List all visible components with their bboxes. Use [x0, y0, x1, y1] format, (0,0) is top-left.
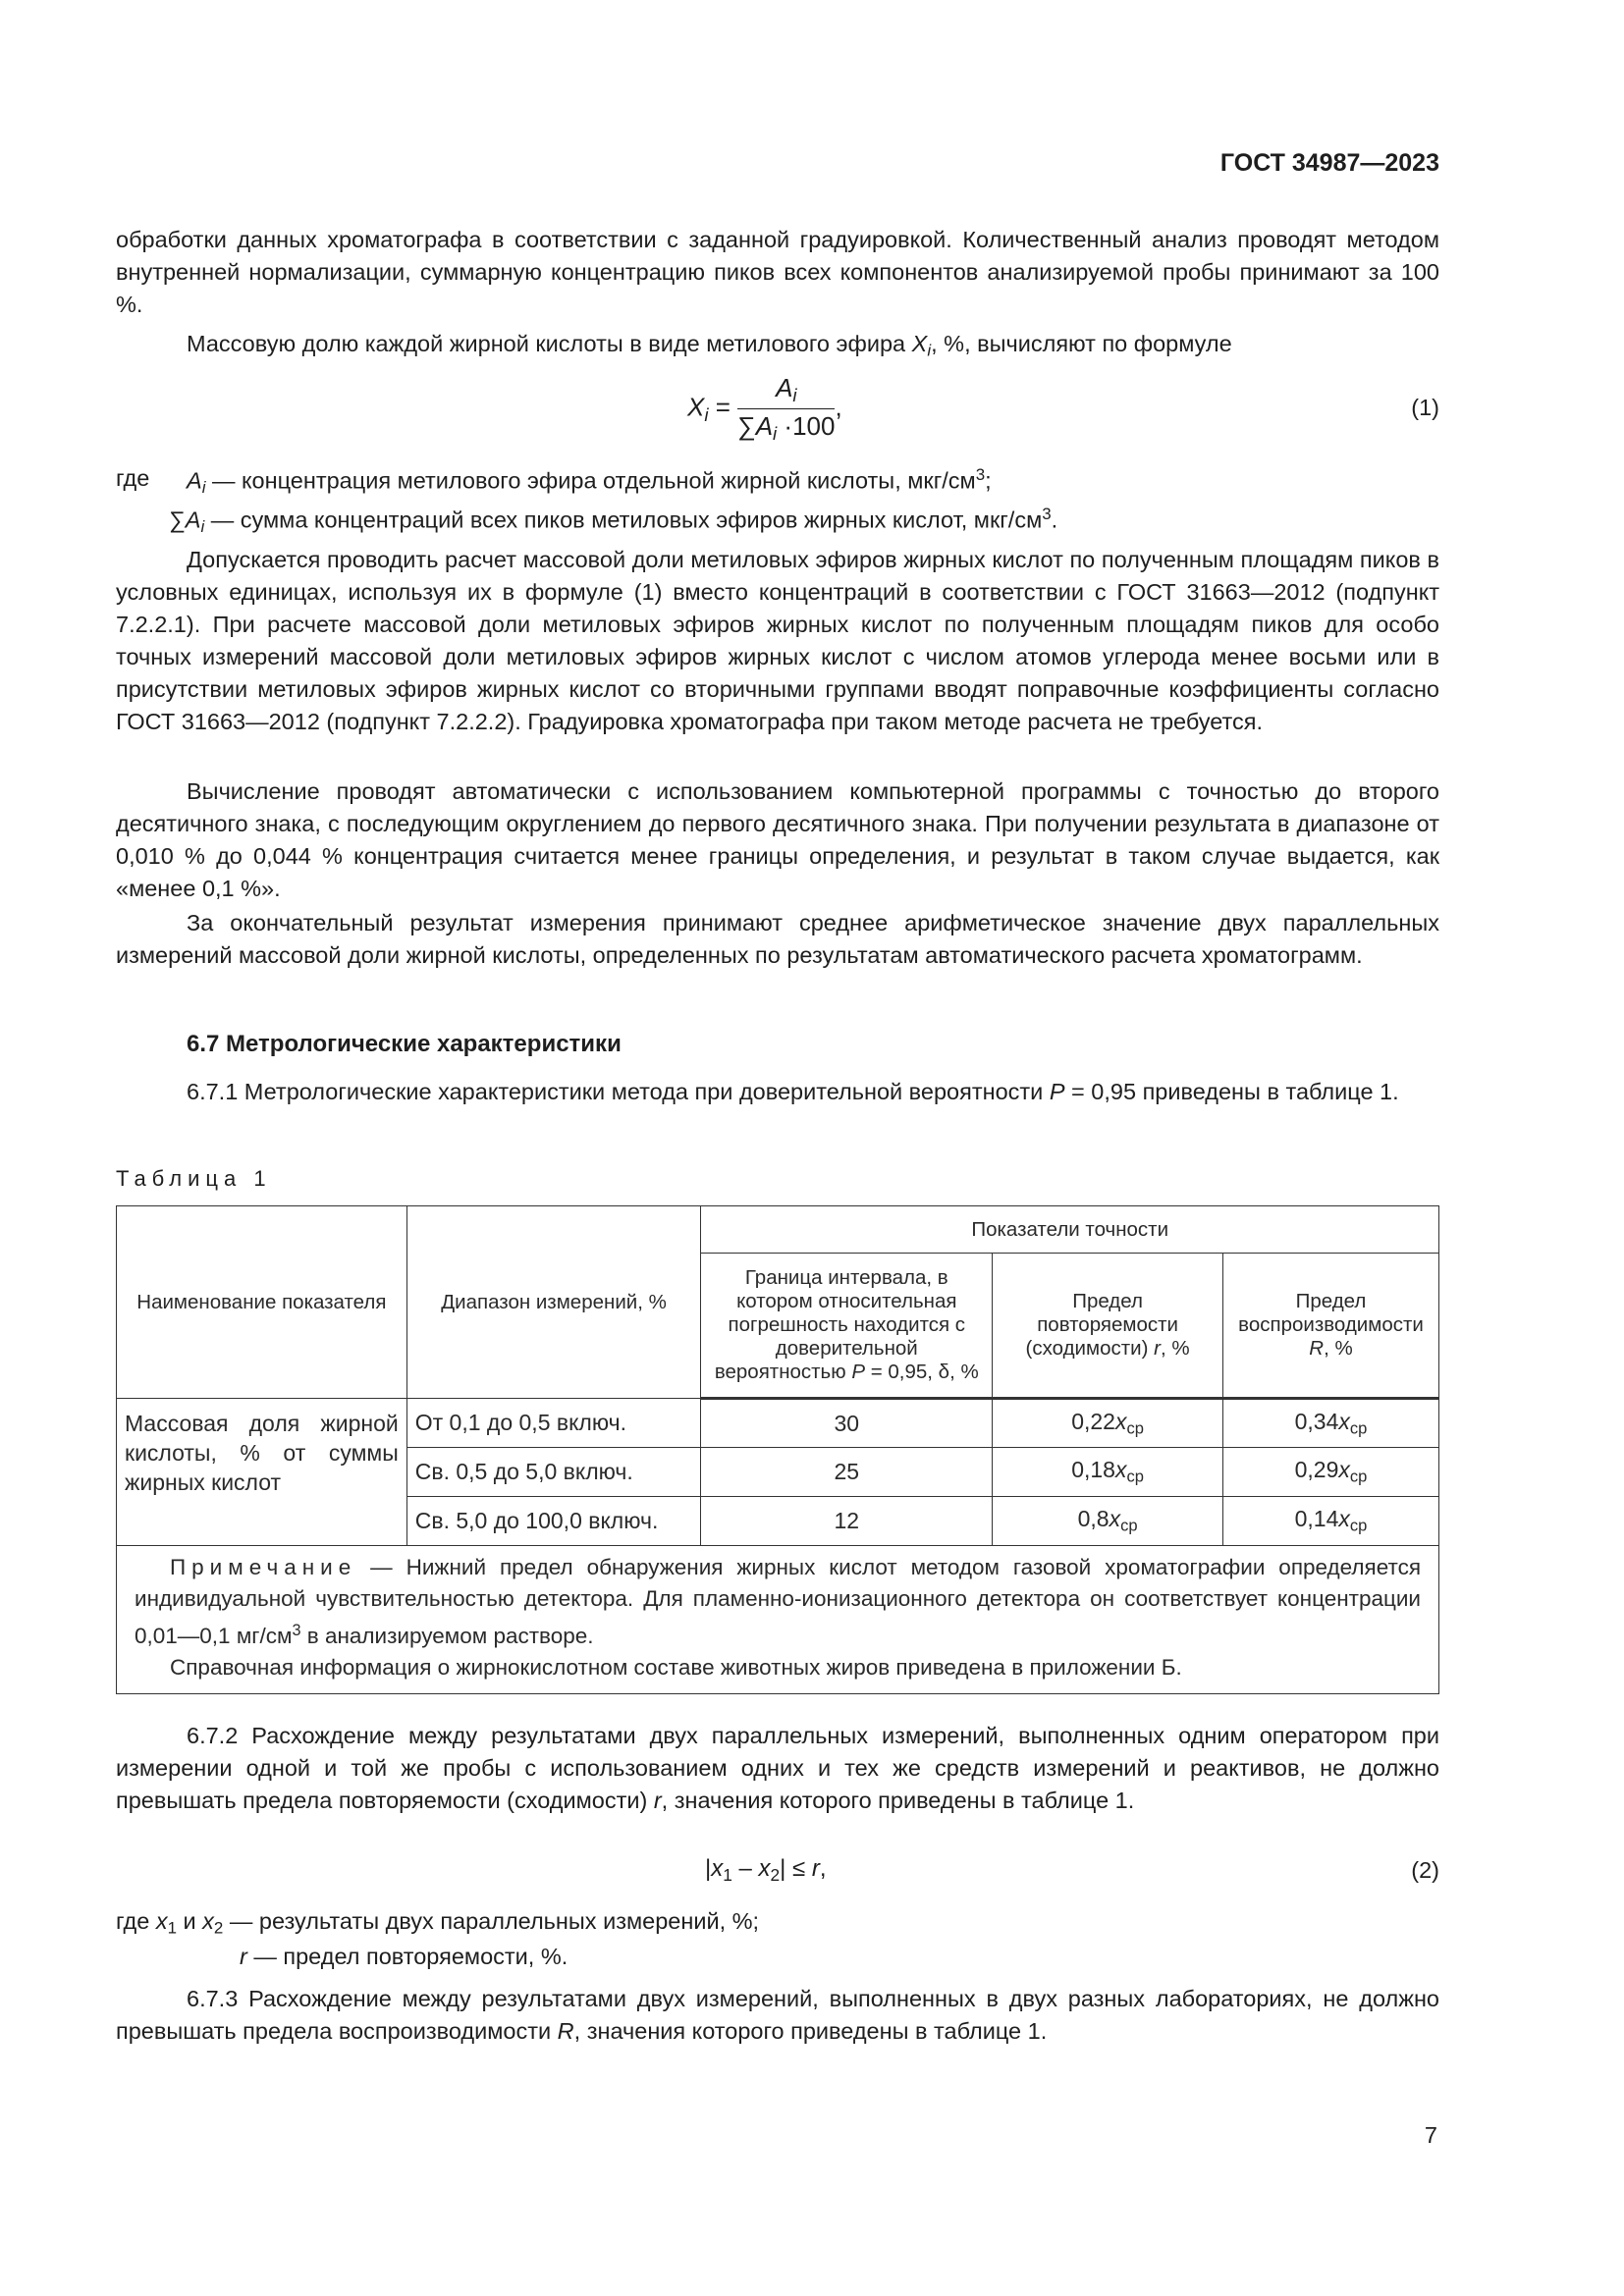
- header-accuracy-group: Показатели точности: [701, 1206, 1439, 1254]
- standard-number-header: ГОСТ 34987—2023: [1219, 149, 1439, 177]
- paragraph-continuation: обработки данных хроматографа в соответствии с заданной градуировкой. Количественный анализ проводят методом внутренней нормализации, суммарную концентрацию пиков всех компонентов анализируемой пробы принимают за 100 %.: [116, 227, 1439, 317]
- header-repeatability-limit: Предел повторяемости (сходимости) r, %: [993, 1254, 1223, 1399]
- cell-delta: 12: [701, 1497, 993, 1546]
- section-heading-6-7: 6.7 Метрологические характеристики: [187, 1031, 622, 1057]
- cell-range: От 0,1 до 0,5 включ.: [406, 1399, 701, 1448]
- table-row: [117, 1399, 1439, 1448]
- cell-delta: 25: [701, 1448, 993, 1497]
- header-measurement-range: Диапазон измерений, %: [406, 1206, 701, 1399]
- cell-delta: 30: [701, 1399, 993, 1448]
- header-relative-error-bound: Граница интервала, в котором относительная погрешность находится с доверительной вероятностью P = 0,95, δ, %: [701, 1254, 993, 1399]
- where-def-x1-x2: где $x_1$ и $x_2$ — результаты двух параллельных измерений, %;: [116, 1908, 760, 1938]
- paragraph-peak-areas: Допускается проводить расчет массовой доли метиловых эфиров жирных кислот по полученным площадям пиков в условных единицах, используя их в формуле (1) вместо концентраций в соответствии с ГОСТ 31663—2012 (подпункт 7.2.2.1). При расчете массовой доли метиловых эфиров жирных кислот по полученным площадям пиков для особо точных измерений массовой доли метиловых эфиров жирных кислот с числом атомов углерода менее восьми или в присутствии метиловых эфиров жирных кислот со вторичными группами вводят поправочные коэффициенты согласно ГОСТ 31663—2012 (подпункт 7.2.2.2). Градуировка хроматографа при таком методе расчета не требуется.: [116, 547, 1439, 734]
- cell-R: $0,34x_{ср}$: [1223, 1399, 1439, 1448]
- table-caption: Таблица 1: [116, 1166, 272, 1191]
- where-label: где: [116, 465, 150, 491]
- cell-range: Св. 5,0 до 100,0 включ.: [406, 1497, 701, 1546]
- table-note-reference: Справочная информация о жирнокислотном составе животных жиров приведена в приложении Б.: [170, 1655, 1182, 1681]
- paragraph-mass-fraction-intro: Массовую долю каждой жирной кислоты в виде метилового эфира $X_i$, %, вычисляют по формуле: [187, 331, 1232, 360]
- cell-r: $0,22x_{ср}$: [993, 1399, 1223, 1448]
- paragraph-calculation: Вычисление проводят автоматически с использованием компьютерной программы с точностью до второго десятичного знака, с последующим округлением до первого десятичного знака. При получении результата в диапазоне от 0,010 % до 0,044 % концентрация считается менее границы определения, и результат в таком случае выдается, как «менее 0,1 %».: [116, 778, 1439, 901]
- formula-1-number: (1): [1411, 395, 1439, 420]
- formula-1: $X_i$ = $\frac{A_i}{\sum A_i \cdot 100}$ ,: [687, 373, 842, 445]
- paragraph-6-7-2: 6.7.2 Расхождение между результатами двух параллельных измерений, выполненных одним оператором при измерении одной и той же пробы с использованием одних и тех же средств измерений и реактивов, не должно превышать предела повторяемости (сходимости) r, значения которого приведены в таблице 1.: [116, 1723, 1439, 1813]
- cell-r: $0,8x_{ср}$: [993, 1497, 1223, 1546]
- cell-range: Св. 0,5 до 5,0 включ.: [406, 1448, 701, 1497]
- where-def-sum-ai: $\sum A_i$ — сумма концентраций всех пиков метиловых эфиров жирных кислот, мкг/$см^3$.: [169, 505, 1058, 537]
- header-indicator-name: Наименование показателя: [117, 1206, 407, 1399]
- table-note: Примечание — Нижний предел обнаружения жирных кислот методом газовой хроматографии определяется индивидуальной чувствительностью детектора. Для пламенно-ионизационного детектора он соответствует концентрации 0,01—0,1 $мг/см^3$ в анализируемом растворе. Справочная информация о жирнокислотном составе животных жиров приведена в приложении Б.: [117, 1546, 1439, 1694]
- cell-R: $0,14x_{ср}$: [1223, 1497, 1439, 1546]
- page-number: 7: [1424, 2122, 1437, 2148]
- where-def-ai: $A_i$ — концентрация метилового эфира отдельной жирной кислоты, мкг/$см^3$;: [187, 465, 992, 498]
- formula-1-fraction: $\frac{A_i}{\sum A_i \cdot 100}$: [737, 373, 836, 445]
- paragraph-6-7-3: 6.7.3 Расхождение между результатами двух измерений, выполненных в двух разных лабораториях, не должно превышать предела воспроизводимости R, значения которого приведены в таблице 1.: [116, 1986, 1439, 2044]
- where-def-r: r — предел повторяемости, %.: [240, 1944, 568, 1969]
- header-reproducibility-limit: Предел воспроизводимости R, %: [1223, 1254, 1439, 1399]
- formula-2-number: (2): [1411, 1857, 1439, 1883]
- table-metrological-characteristics: [116, 1205, 1439, 1694]
- paragraph-final-result: За окончательный результат измерения принимают среднее арифметическое значение двух параллельных измерений массовой доли жирной кислоты, определенных по результатам автоматического расчета хроматограмм.: [116, 910, 1439, 968]
- cell-r: $0,18x_{ср}$: [993, 1448, 1223, 1497]
- paragraph-6-7-1: 6.7.1 Метрологические характеристики метода при доверительной вероятности P = 0,95 приведены в таблице 1.: [187, 1079, 1399, 1104]
- cell-R: $0,29x_{ср}$: [1223, 1448, 1439, 1497]
- formula-2: $|x_1 - x_2| \le r$,: [705, 1855, 827, 1885]
- cell-indicator: Массовая доля жирной кислоты, % от суммы жирных кислот: [117, 1399, 407, 1546]
